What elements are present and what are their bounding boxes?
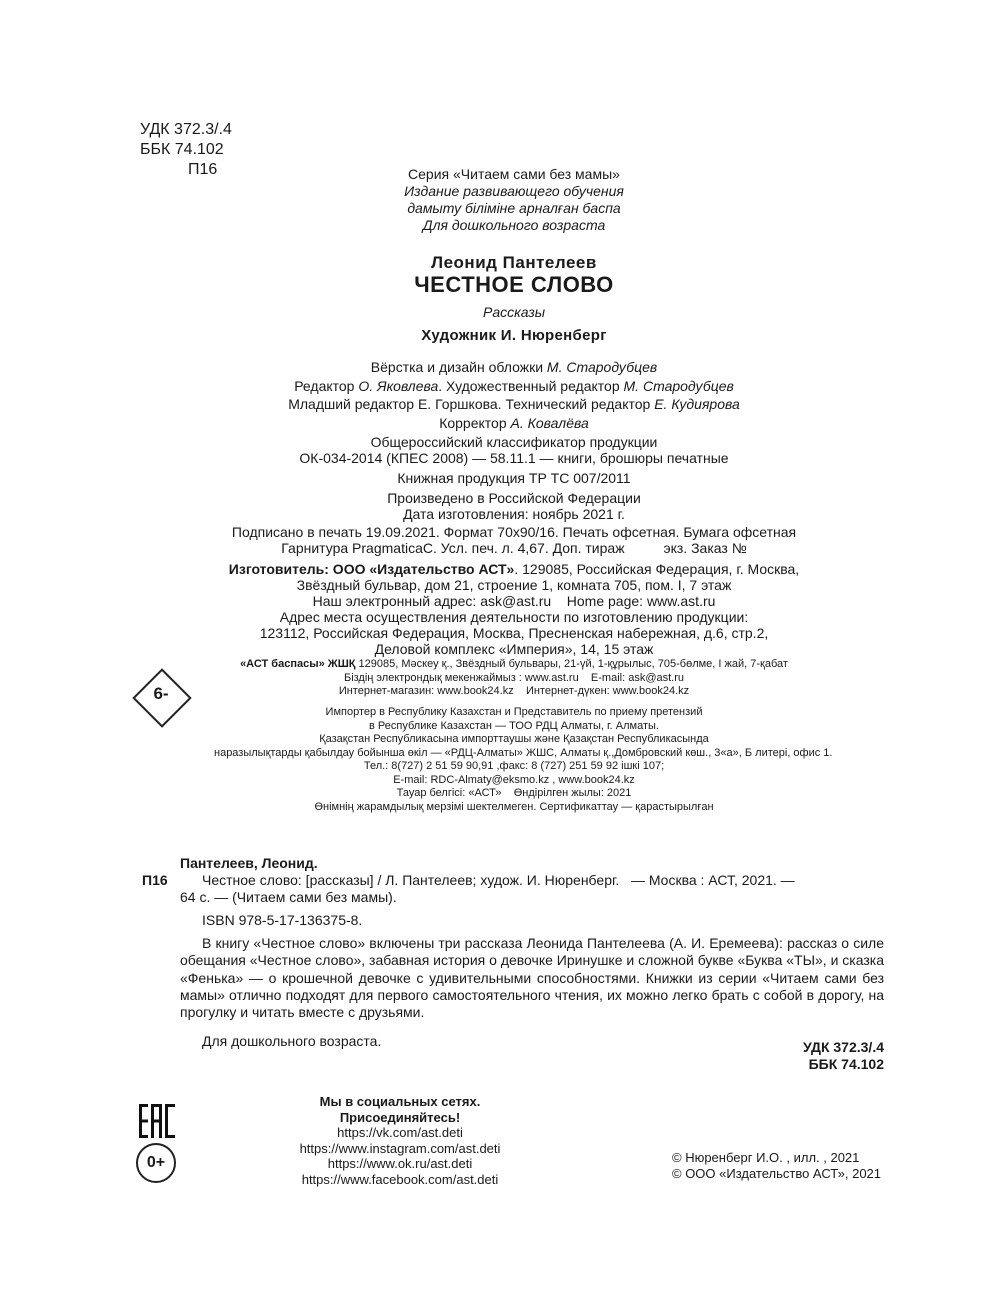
series-block [214,166,814,234]
bib-udk: УДК 372.3/.4 [802,1039,884,1055]
manufacturer-info: Изготовитель: ООО «Издательство АСТ». 129085, Российская Федерация, г. Москва, Звёздный бульвар, дом 21, строение 1, комната 705, пом. I, 7 этаж Наш электронный адрес: ask@ast.ru Home page: www.ast.ru [228,561,800,609]
social-link-ok[interactable]: https://www.ok.ru/ast.deti [327,1156,473,1171]
bib-description: Честное слово: [рассказы] / Л. Пантелеев; худож. И. Нюренберг. — Москва : АСТ, 2021. — [202,872,795,888]
author-sign: П16 [188,161,218,178]
origin-info: Произведено в Российской Федерации Дата изготовления: ноябрь 2021 г. [387,490,641,522]
social-link-instagram[interactable]: https://www.instagram.com/ast.deti [299,1140,501,1156]
bib-code: П16 [142,872,168,888]
bib-description-cont: 64 с. — (Читаем сами без мамы). [180,889,397,905]
copyright-illustrator: © Нюренберг И.О. , илл. , 2021 [672,1150,860,1165]
series-age: Для дошкольного возраста [422,217,606,233]
staff-line: Корректор А. Ковалёва [439,414,589,431]
udk-code: УДК 372.3/.4 [140,121,232,138]
staff-line: Вёрстка и дизайн обложки М. Стародубцев [370,359,658,375]
bib-isbn: ISBN 978-5-17-136375-8. [202,912,363,928]
age-rating-badge [134,670,188,724]
staff-line: Редактор О. Яковлева. Художественный редактор М. Стародубцев [294,377,734,394]
social-networks [260,1094,540,1187]
eac-logo [139,1104,175,1138]
book-title: ЧЕСТНОЕ СЛОВО [414,272,614,297]
series-name: Серия «Читаем сами без мамы» [408,166,620,182]
age-rating-label: 6- [153,684,169,703]
book-artist: Художник И. Нюренберг [421,327,607,344]
kz-publisher-label: «АСТ баспасы» ЖШҚ [240,658,356,670]
staff-credits [214,358,814,432]
copyright-publisher: © ООО «Издательство АСТ», 2021 [672,1166,882,1181]
annotation-age: Для дошкольного возраста. [202,1033,382,1049]
staff-line: Младший редактор Е. Горшкова. Технический редактор Е. Кудиярова [288,396,740,412]
social-subheading: Присоединяйтесь! [339,1109,461,1125]
production-site: Адрес места осуществления деятельности по изготовлению продукции: 123112, Российская Федерация, Москва, Пресненская набережная, д.6, стр.2, Деловой комплекс «Империя», 14, 15 этаж [259,609,769,657]
product-type: Книжная продукция ТР ТС 007/2011 [397,470,631,486]
social-link-facebook[interactable]: https://www.facebook.com/ast.deti [301,1171,499,1187]
bbk-code: ББК 74.102 [140,141,224,158]
printing-info: Подписано в печать 19.09.2021. Формат 70x90/16. Печать офсетная. Бумага офсетная Гарнитура PragmaticaC. Усл. печ. л. 4,67. Доп. тираж экз. Заказ № [231,524,797,556]
annotation: В книгу «Честное слово» включены три рассказа Леонида Пантелеева (А. И. Еремеева): рассказ о силе обещания «Честное слово», забавная история о девочке Иринушке и сложной букве «Буква «ТЫ», и сказка «Фенька» — о крошечной девочке с удивительными способностями. Книжки из серии «Читаем сами без мамы» отлично подходят для первого самостоятельного чтения, их можно легко брать с собой в дорогу, на прогулку и читать вместе с друзьями. [180,935,884,1021]
importer-info: Импортер в Республику Казахстан и Представитель по приему претензий в Республике Казахстан — ТОО РДЦ Алматы, г. Алматы. Қазақстан Республикасына импорттаушы және Қазақстан Республикасында наразылықтарды қабылдау бойынша өкіл — «РДЦ-Алматы» ЖШС, Алматы қ.,Домбровский көш., 3«а», Б литері, офис 1. Тел.: 8(727) 2 51 59 90,91 ,факс: 8 (727) 251 59 92 ішкі 107; E-mail: RDC-Almaty@eksmo.kz , www.book24.kz Тауар белгісі: «АСТ» Өндірілген жылы: 2021 Өнімнің жарамдылық мерзімі шектелмеген. Сертификаттау — қарастырылған [214,706,833,813]
series-edition-ru: Издание развивающего обучения [404,183,624,199]
product-classifier: Общероссийский классификатор продукции ОК-034-2014 (КПЕС 2008) — 58.11.1 — книги, брошюры печатные [299,434,729,466]
series-edition-kz: дамыту біліміне арналған баспа [407,200,621,216]
bib-author: Пантелеев, Леонид. [180,855,318,871]
social-link-vk[interactable]: https://vk.com/ast.deti [337,1125,463,1140]
copyright-block [672,1150,881,1182]
book-genre: Рассказы [482,304,546,320]
bib-bbk: ББК 74.102 [808,1056,884,1072]
kz-publisher: «АСТ баспасы» ЖШҚ 129085, Мәскеу қ., Звёздный бульвары, 21-үй, 1-құрылыс, 705-бөлме, I жай, 7-қабат Біздің электрондық мекенжаймыз : www.ast.ru E-mail: ask@ast.ru Интернет-магазин: www.book24.kz Интернет-дүкен: www.book24.kz [240,658,788,697]
manufacturer-label: Изготовитель: ООО «Издательство АСТ» [228,561,515,577]
age-rating-zero-badge: 0+ [136,1143,176,1183]
bib-codes [700,1039,884,1073]
book-author: Леонид Пантелеев [431,253,597,272]
social-heading: Мы в социальных сетях. [319,1094,481,1109]
